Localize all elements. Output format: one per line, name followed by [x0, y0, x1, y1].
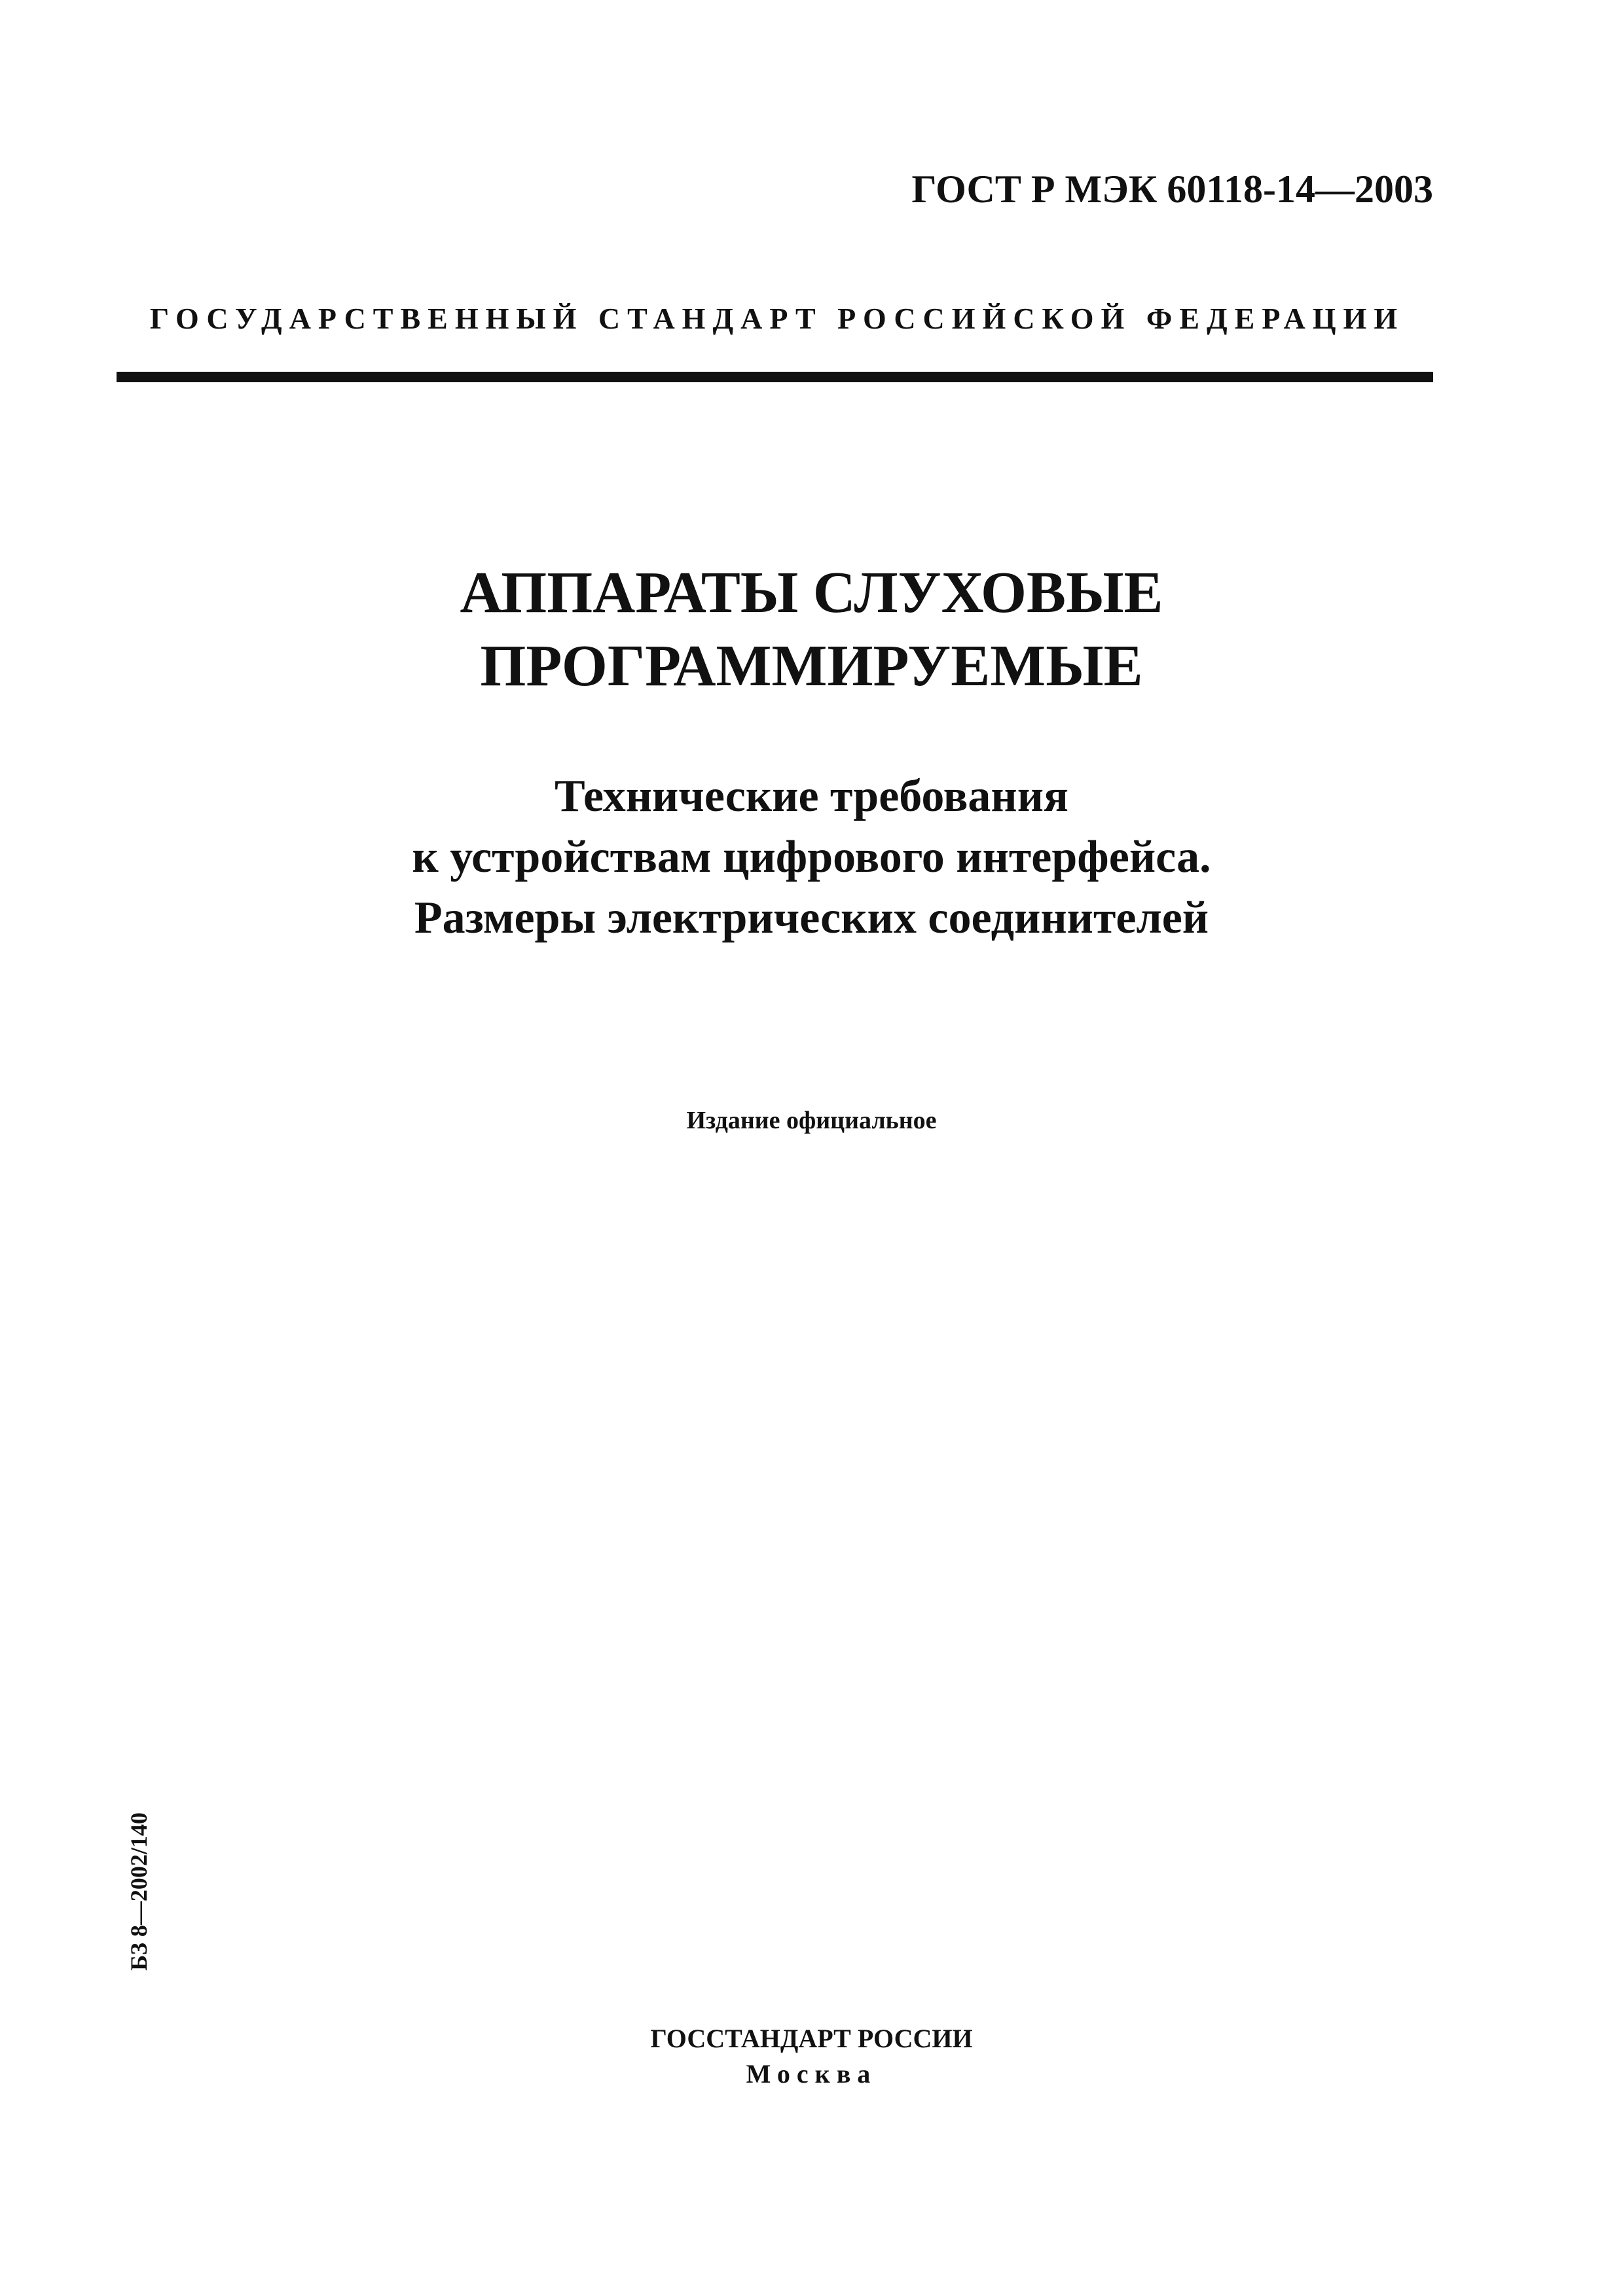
title-line-1: АППАРАТЫ СЛУХОВЫЕ	[460, 560, 1163, 625]
edition-note: Издание официальное	[686, 1107, 937, 1134]
document-subtitle	[0, 766, 1623, 948]
header-divider	[117, 372, 1433, 382]
state-standard-heading: ГОСУДАРСТВЕННЫЙ СТАНДАРТ РОССИЙСКОЙ ФЕДЕРАЦИИ	[149, 302, 1405, 335]
document-title	[0, 556, 1623, 703]
publisher-city: Москва	[746, 2059, 877, 2089]
standard-code: ГОСТ Р МЭК 60118-14—2003	[911, 168, 1433, 211]
title-line-2: ПРОГРАММИРУЕМЫЕ	[480, 634, 1143, 698]
subtitle-line-1: Технические требования	[555, 771, 1068, 821]
publisher-block	[0, 2021, 1623, 2092]
publisher-name: ГОССТАНДАРТ РОССИИ	[650, 2024, 973, 2053]
subtitle-line-3: Размеры электрических соединителей	[414, 893, 1209, 943]
side-registration-code: БЗ 8—2002/140	[126, 1812, 152, 1971]
subtitle-line-2: к устройствам цифрового интерфейса.	[412, 832, 1211, 882]
